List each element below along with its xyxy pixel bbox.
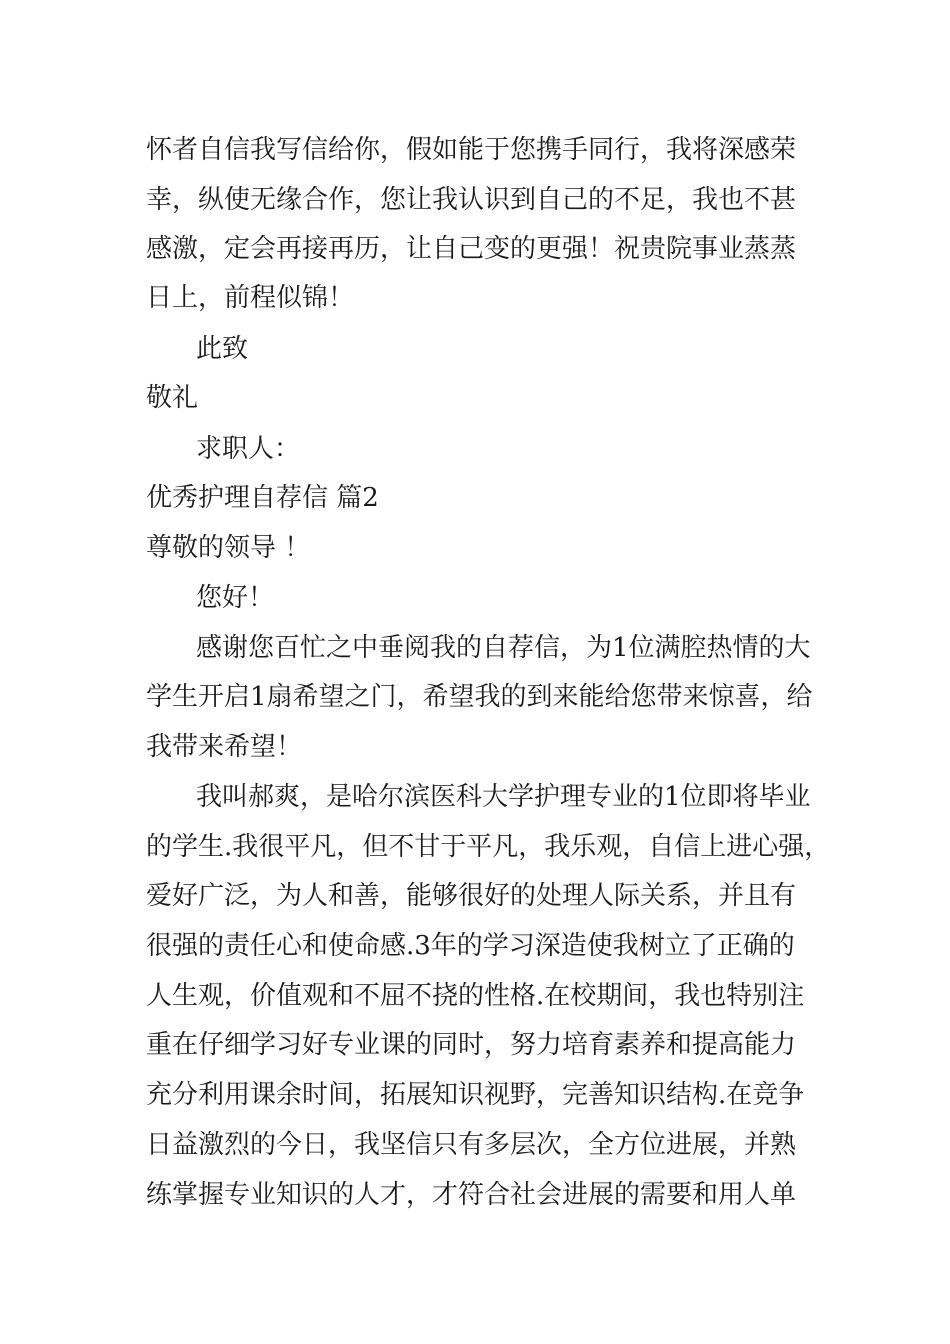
text-line: 怀者自信我写信给你，假如能于您携手同行，我将深感荣	[146, 135, 797, 165]
text-line: 学生开启1扇希望之门，希望我的到来能给您带来惊喜，给	[146, 682, 813, 712]
text-line: 很强的责任心和使命感.3年的学习深造使我树立了正确的	[146, 931, 795, 961]
text-line: 我叫郝爽，是哈尔滨医科大学护理专业的1位即将毕业	[196, 782, 811, 812]
text-line: 感激，定会再接再历，让自己变的更强！祝贵院事业蒸蒸	[146, 234, 797, 264]
text-line: 重在仔细学习好专业课的同时，努力培育素养和提高能力	[146, 1030, 797, 1060]
text-line: 爱好广泛，为人和善，能够很好的处理人际关系，并且有	[146, 881, 797, 911]
text-line: 日益激烈的今日，我坚信只有多层次，全方位进展，并熟	[146, 1130, 797, 1160]
text-line: 练掌握专业知识的人才，才符合社会进展的需要和用人单	[146, 1180, 797, 1210]
text-line: 日上，前程似锦！	[146, 283, 355, 313]
closing-salutation: 敬礼	[146, 383, 199, 413]
signature-label: 求职人：	[196, 434, 301, 464]
text-line: 充分利用课余时间，拓展知识视野，完善知识结构.在竞争	[146, 1080, 805, 1110]
text-line: 感谢您百忙之中垂阅我的自荐信，为1位满腔热情的大	[196, 633, 811, 663]
text-line: 人生观，价值观和不屈不挠的性格.在校期间，我也特别注	[146, 981, 805, 1011]
text-line: 的学生.我很平凡，但不甘于平凡，我乐观，自信上进心强，	[146, 832, 831, 862]
closing-phrase: 此致	[196, 334, 249, 364]
greeting: 您好！	[196, 583, 275, 613]
text-line: 幸，纵使无缘合作，您让我认识到自己的不足，我也不甚	[146, 185, 797, 215]
text-line: 我带来希望！	[146, 732, 303, 762]
salutation: 尊敬的领导 ！	[146, 533, 311, 563]
section-title: 优秀护理自荐信 篇2	[146, 483, 379, 513]
